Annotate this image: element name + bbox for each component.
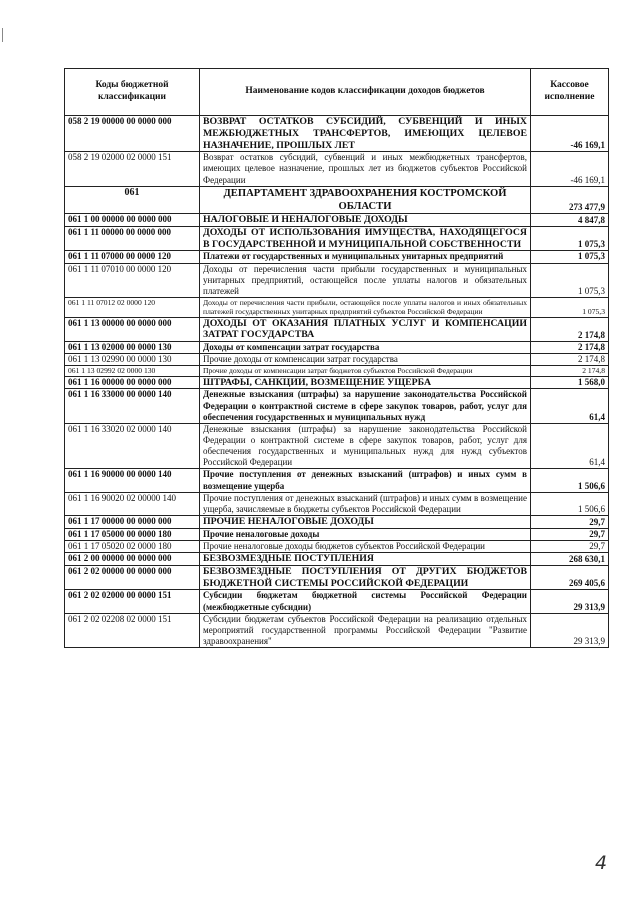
budget-code-cell: 061 1 11 07010 00 0000 120 xyxy=(65,263,200,297)
table-row xyxy=(65,541,609,553)
classification-name-cell: БЕЗВОЗМЕЗДНЫЕ ПОСТУПЛЕНИЯ ОТ ДРУГИХ БЮДЖЕТОВ БЮДЖЕТНОЙ СИСТЕМЫ РОССИЙСКОЙ ФЕДЕРАЦИИ xyxy=(200,565,531,590)
cash-execution-cell: 1 568,0 xyxy=(531,376,609,389)
budget-code-cell: 061 1 11 07012 02 0000 120 xyxy=(65,298,200,318)
table-row xyxy=(65,528,609,540)
cash-execution-cell: 29 313,9 xyxy=(531,613,609,647)
cash-execution-cell: 1 075,3 xyxy=(531,226,609,251)
cash-execution-cell: 2 174,8 xyxy=(531,317,609,342)
cash-execution-cell: 29,7 xyxy=(531,541,609,553)
scan-edge-mark xyxy=(2,28,3,42)
classification-name-cell: ПРОЧИЕ НЕНАЛОГОВЫЕ ДОХОДЫ xyxy=(200,516,531,529)
cash-execution-cell: 61,4 xyxy=(531,389,609,423)
budget-code-cell: 061 2 02 00000 00 0000 000 xyxy=(65,565,200,590)
budget-code-cell: 061 1 16 33000 00 0000 140 xyxy=(65,389,200,423)
cash-execution-cell: 1 075,3 xyxy=(531,251,609,263)
classification-name-cell: Доходы от перечисления части прибыли государственных и муниципальных унитарных предприятий, остающейся после уплаты налогов и обязательных платежей xyxy=(200,263,531,297)
cash-execution-cell: 268 630,1 xyxy=(531,553,609,566)
budget-code-cell: 061 1 13 02990 00 0000 130 xyxy=(65,354,200,366)
cash-execution-cell: 269 405,6 xyxy=(531,565,609,590)
classification-name-cell: Доходы от перечисления части прибыли, остающейся после уплаты налогов и иных обязательных платежей государственных унитарных предприятий субъектов Российской Федерации xyxy=(200,298,531,318)
table-header-row xyxy=(65,69,609,116)
budget-code-cell: 061 1 17 05020 02 0000 180 xyxy=(65,541,200,553)
budget-code-cell: 061 1 16 33020 02 0000 140 xyxy=(65,423,200,469)
classification-name-cell: Субсидии бюджетам бюджетной системы Российской Федерации (межбюджетные субсидии) xyxy=(200,590,531,613)
table-body xyxy=(65,116,609,648)
table-row xyxy=(65,389,609,423)
budget-code-cell: 061 1 00 00000 00 0000 000 xyxy=(65,214,200,227)
table-row xyxy=(65,214,609,227)
classification-name-cell: ДЕПАРТАМЕНТ ЗДРАВООХРАНЕНИЯ КОСТРОМСКОЙ ОБЛАСТИ xyxy=(200,186,531,213)
budget-code-cell: 061 1 13 02992 02 0000 130 xyxy=(65,366,200,376)
cash-execution-cell: -46 169,1 xyxy=(531,152,609,186)
table-row xyxy=(65,354,609,366)
table-row xyxy=(65,423,609,469)
budget-code-cell: 061 1 16 00000 00 0000 000 xyxy=(65,376,200,389)
budget-code-cell: 058 2 19 02000 02 0000 151 xyxy=(65,152,200,186)
table-row xyxy=(65,298,609,318)
budget-code-cell: 061 2 02 02208 02 0000 151 xyxy=(65,613,200,647)
cash-execution-cell: -46 169,1 xyxy=(531,116,609,152)
table-row xyxy=(65,376,609,389)
table-row xyxy=(65,492,609,515)
table-row xyxy=(65,590,609,613)
table-row xyxy=(65,251,609,263)
table-row xyxy=(65,317,609,342)
cash-execution-cell: 29 313,9 xyxy=(531,590,609,613)
classification-name-cell: Прочие неналоговые доходы xyxy=(200,528,531,540)
budget-revenue-table xyxy=(64,68,609,648)
table-row xyxy=(65,516,609,529)
budget-code-cell: 061 xyxy=(65,186,200,213)
classification-name-cell: Субсидии бюджетам субъектов Российской Федерации на реализацию отдельных мероприятий государственной программы Российской Федерации "Развитие здравоохранения" xyxy=(200,613,531,647)
budget-code-cell: 058 2 19 00000 00 0000 000 xyxy=(65,116,200,152)
classification-name-cell: Платежи от государственных и муниципальных унитарных предприятий xyxy=(200,251,531,263)
budget-code-cell: 061 1 13 02000 00 0000 130 xyxy=(65,342,200,354)
budget-code-cell: 061 1 17 05000 00 0000 180 xyxy=(65,528,200,540)
classification-name-cell: Денежные взыскания (штрафы) за нарушение законодательства Российской Федерации о контрактной системе в сфере закупок товаров, работ, услуг для обеспечения государственных и муниципальных нужд xyxy=(200,389,531,423)
budget-code-cell: 061 1 16 90000 00 0000 140 xyxy=(65,469,200,492)
budget-table-container xyxy=(64,68,608,648)
classification-name-cell: НАЛОГОВЫЕ И НЕНАЛОГОВЫЕ ДОХОДЫ xyxy=(200,214,531,227)
classification-name-cell: Прочие неналоговые доходы бюджетов субъектов Российской Федерации xyxy=(200,541,531,553)
budget-code-cell: 061 1 13 00000 00 0000 000 xyxy=(65,317,200,342)
table-row xyxy=(65,342,609,354)
cash-execution-cell: 273 477,9 xyxy=(531,186,609,213)
classification-name-cell: Возврат остатков субсидий, субвенций и иных межбюджетных трансфертов, имеющих целевое назначение, прошлых лет из бюджетов субъектов Российской Федерации xyxy=(200,152,531,186)
classification-name-cell: ШТРАФЫ, САНКЦИИ, ВОЗМЕЩЕНИЕ УЩЕРБА xyxy=(200,376,531,389)
cash-execution-cell: 61,4 xyxy=(531,423,609,469)
cash-execution-cell: 2 174,8 xyxy=(531,354,609,366)
classification-name-cell: Прочие поступления от денежных взысканий (штрафов) и иных сумм в возмещение ущерба xyxy=(200,469,531,492)
budget-code-cell: 061 1 11 07000 00 0000 120 xyxy=(65,251,200,263)
classification-name-cell: Прочие поступления от денежных взысканий (штрафов) и иных сумм в возмещение ущерба, зачисляемые в бюджеты субъектов Российской Федерации xyxy=(200,492,531,515)
table-row xyxy=(65,186,609,213)
classification-name-cell: ДОХОДЫ ОТ ОКАЗАНИЯ ПЛАТНЫХ УСЛУГ И КОМПЕНСАЦИИ ЗАТРАТ ГОСУДАРСТВА xyxy=(200,317,531,342)
cash-execution-cell: 2 174,8 xyxy=(531,366,609,376)
cash-execution-cell: 1 075,3 xyxy=(531,298,609,318)
page-number: 4 xyxy=(595,852,608,874)
table-row xyxy=(65,263,609,297)
budget-code-cell: 061 1 17 00000 00 0000 000 xyxy=(65,516,200,529)
budget-code-cell: 061 2 00 00000 00 0000 000 xyxy=(65,553,200,566)
classification-name-cell: Денежные взыскания (штрафы) за нарушение законодательства Российской Федерации о контрактной системе в сфере закупок товаров, работ, услуг для обеспечения государственных и муниципальных нужд для нужд субъектов Российской Федерации xyxy=(200,423,531,469)
table-row xyxy=(65,613,609,647)
table-row xyxy=(65,152,609,186)
budget-code-cell: 061 1 16 90020 02 00000 140 xyxy=(65,492,200,515)
classification-name-cell: Прочие доходы от компенсации затрат бюджетов субъектов Российской Федерации xyxy=(200,366,531,376)
classification-name-cell: Прочие доходы от компенсации затрат государства xyxy=(200,354,531,366)
header-name-column: Наименование кодов классификации доходов бюджетов xyxy=(200,69,531,116)
cash-execution-cell: 29,7 xyxy=(531,516,609,529)
table-row xyxy=(65,553,609,566)
table-row xyxy=(65,366,609,376)
cash-execution-cell: 29,7 xyxy=(531,528,609,540)
classification-name-cell: БЕЗВОЗМЕЗДНЫЕ ПОСТУПЛЕНИЯ xyxy=(200,553,531,566)
classification-name-cell: ВОЗВРАТ ОСТАТКОВ СУБСИДИЙ, СУБВЕНЦИЙ И ИНЫХ МЕЖБЮДЖЕТНЫХ ТРАНСФЕРТОВ, ИМЕЮЩИХ ЦЕЛЕВОЕ НАЗНАЧЕНИЕ, ПРОШЛЫХ ЛЕТ xyxy=(200,116,531,152)
table-row xyxy=(65,226,609,251)
budget-code-cell: 061 2 02 02000 00 0000 151 xyxy=(65,590,200,613)
header-code-column: Коды бюджетной классификации xyxy=(65,69,200,116)
cash-execution-cell: 1 506,6 xyxy=(531,492,609,515)
table-row xyxy=(65,116,609,152)
budget-code-cell: 061 1 11 00000 00 0000 000 xyxy=(65,226,200,251)
cash-execution-cell: 1 075,3 xyxy=(531,263,609,297)
cash-execution-cell: 2 174,8 xyxy=(531,342,609,354)
header-value-column: Кассовое исполнение xyxy=(531,69,609,116)
table-row xyxy=(65,469,609,492)
table-row xyxy=(65,565,609,590)
classification-name-cell: Доходы от компенсации затрат государства xyxy=(200,342,531,354)
classification-name-cell: ДОХОДЫ ОТ ИСПОЛЬЗОВАНИЯ ИМУЩЕСТВА, НАХОДЯЩЕГОСЯ В ГОСУДАРСТВЕННОЙ И МУНИЦИПАЛЬНОЙ СОБСТВЕННОСТИ xyxy=(200,226,531,251)
cash-execution-cell: 4 847,8 xyxy=(531,214,609,227)
cash-execution-cell: 1 506,6 xyxy=(531,469,609,492)
